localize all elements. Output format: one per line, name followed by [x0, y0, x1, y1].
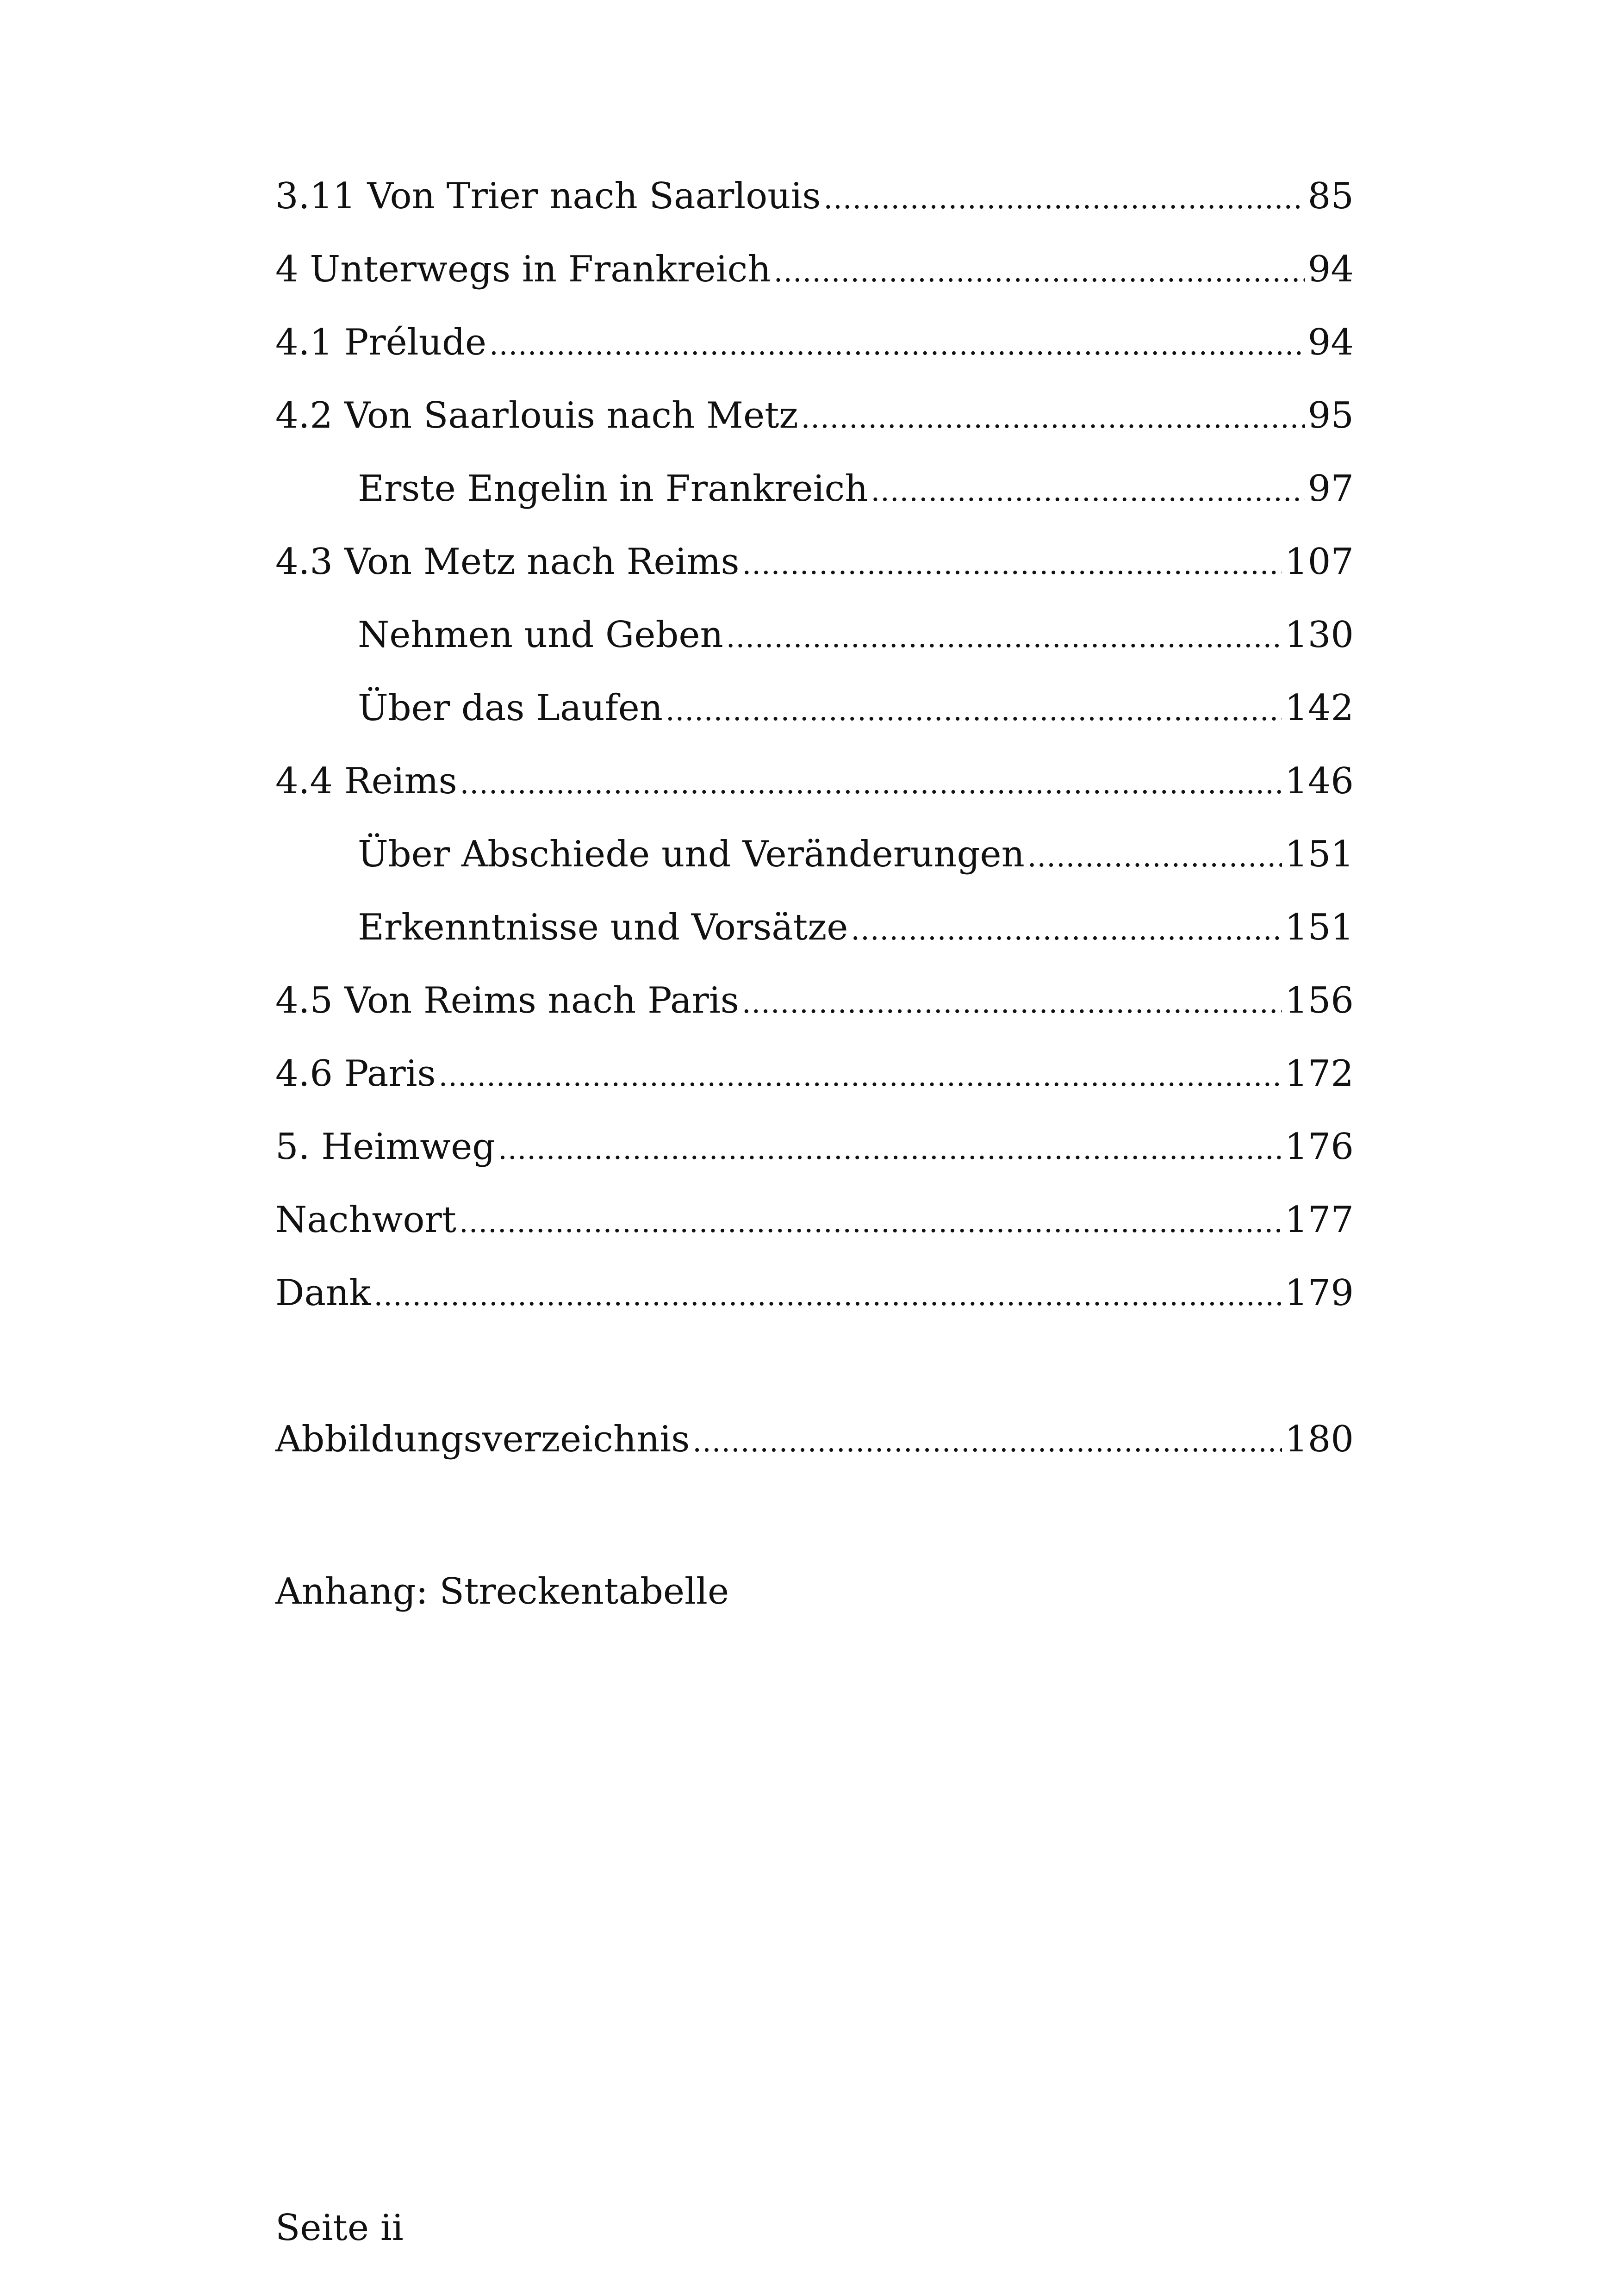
- toc-entry-title: Abbildungsverzeichnis: [275, 1419, 690, 1460]
- toc-entry-page: 94: [1307, 322, 1354, 363]
- toc-appendix-entry[interactable]: Anhang: Streckentabelle: [275, 1571, 729, 1612]
- toc-entry-title: 4.6 Paris: [275, 1053, 436, 1095]
- page-number-label: Seite ii: [275, 2207, 404, 2249]
- toc-entry-title: Erste Engelin in Frankreich: [358, 468, 868, 510]
- toc-dot-leader: [489, 308, 1305, 381]
- toc-dot-leader: [439, 1039, 1282, 1113]
- toc-entry[interactable]: [275, 964, 1354, 1037]
- toc-entry[interactable]: [275, 1183, 1354, 1257]
- toc-dot-leader: [666, 674, 1282, 747]
- toc-dot-leader: [498, 1113, 1282, 1186]
- toc-entry-title: Über Abschiede und Veränderungen: [358, 834, 1025, 875]
- toc-entry-title: 4.3 Von Metz nach Reims: [275, 541, 740, 583]
- toc-entry[interactable]: [275, 306, 1354, 379]
- toc-dot-leader: [851, 893, 1282, 966]
- toc-entry-page: 179: [1285, 1272, 1354, 1314]
- toc-entry-title: 5. Heimweg: [275, 1126, 496, 1168]
- toc-dot-leader: [1027, 820, 1282, 893]
- toc-dot-leader: [374, 1259, 1282, 1332]
- toc-entry-page: 177: [1285, 1199, 1354, 1241]
- toc-dot-leader: [726, 601, 1282, 674]
- toc-entry-page: 95: [1307, 395, 1354, 436]
- toc-entry-page: 172: [1285, 1053, 1354, 1095]
- toc-entry[interactable]: [275, 1037, 1354, 1110]
- toc-subentry[interactable]: [275, 818, 1354, 891]
- toc-dot-leader: [459, 1186, 1282, 1259]
- toc-entry[interactable]: [275, 745, 1354, 818]
- toc-entry-page: 151: [1285, 834, 1354, 875]
- toc-entry[interactable]: [275, 525, 1354, 598]
- table-of-contents: [275, 160, 1354, 1476]
- toc-subentry[interactable]: [275, 598, 1354, 672]
- toc-dot-leader: [742, 966, 1282, 1039]
- toc-dot-leader: [871, 454, 1305, 528]
- toc-entry[interactable]: [275, 379, 1354, 452]
- toc-entry-page: 85: [1307, 175, 1354, 217]
- toc-entry-page: 156: [1285, 980, 1354, 1021]
- toc-dot-leader: [742, 528, 1282, 601]
- toc-entry[interactable]: [275, 1403, 1354, 1476]
- toc-entry-page: 94: [1307, 249, 1354, 290]
- toc-dot-leader: [460, 747, 1282, 820]
- toc-dot-leader: [692, 1405, 1282, 1478]
- toc-entry-page: 180: [1285, 1419, 1354, 1460]
- toc-entry-page: 146: [1285, 760, 1354, 802]
- toc-entry-title: Erkenntnisse und Vorsätze: [358, 907, 848, 948]
- toc-entry-page: 130: [1285, 614, 1354, 656]
- toc-entry[interactable]: [275, 1257, 1354, 1330]
- toc-entry-title: Nehmen und Geben: [358, 614, 723, 656]
- toc-entry-page: 151: [1285, 907, 1354, 948]
- toc-entry[interactable]: [275, 160, 1354, 233]
- toc-entry-page: 107: [1285, 541, 1354, 583]
- toc-entry-title: Nachwort: [275, 1199, 457, 1241]
- toc-entry-title: Über das Laufen: [358, 687, 663, 729]
- toc-subentry[interactable]: [275, 452, 1354, 525]
- toc-entry-page: 176: [1285, 1126, 1354, 1168]
- toc-entry-title: 4 Unterwegs in Frankreich: [275, 249, 771, 290]
- toc-entry[interactable]: [275, 1110, 1354, 1183]
- toc-entry-page: 97: [1307, 468, 1354, 510]
- toc-subentry[interactable]: [275, 672, 1354, 745]
- toc-entry-page: 142: [1285, 687, 1354, 729]
- toc-entry-title: 4.1 Prélude: [275, 322, 487, 363]
- toc-entry-title: 4.2 Von Saarlouis nach Metz: [275, 395, 798, 436]
- toc-entry-title: 4.5 Von Reims nach Paris: [275, 980, 739, 1021]
- toc-entry-title: Dank: [275, 1272, 371, 1314]
- toc-entry-title: 4.4 Reims: [275, 760, 457, 802]
- toc-entry-title: 3.11 Von Trier nach Saarlouis: [275, 175, 821, 217]
- toc-dot-leader: [801, 381, 1305, 454]
- toc-entry[interactable]: [275, 233, 1354, 306]
- toc-dot-leader: [774, 235, 1305, 308]
- toc-dot-leader: [823, 162, 1305, 235]
- toc-subentry[interactable]: [275, 891, 1354, 964]
